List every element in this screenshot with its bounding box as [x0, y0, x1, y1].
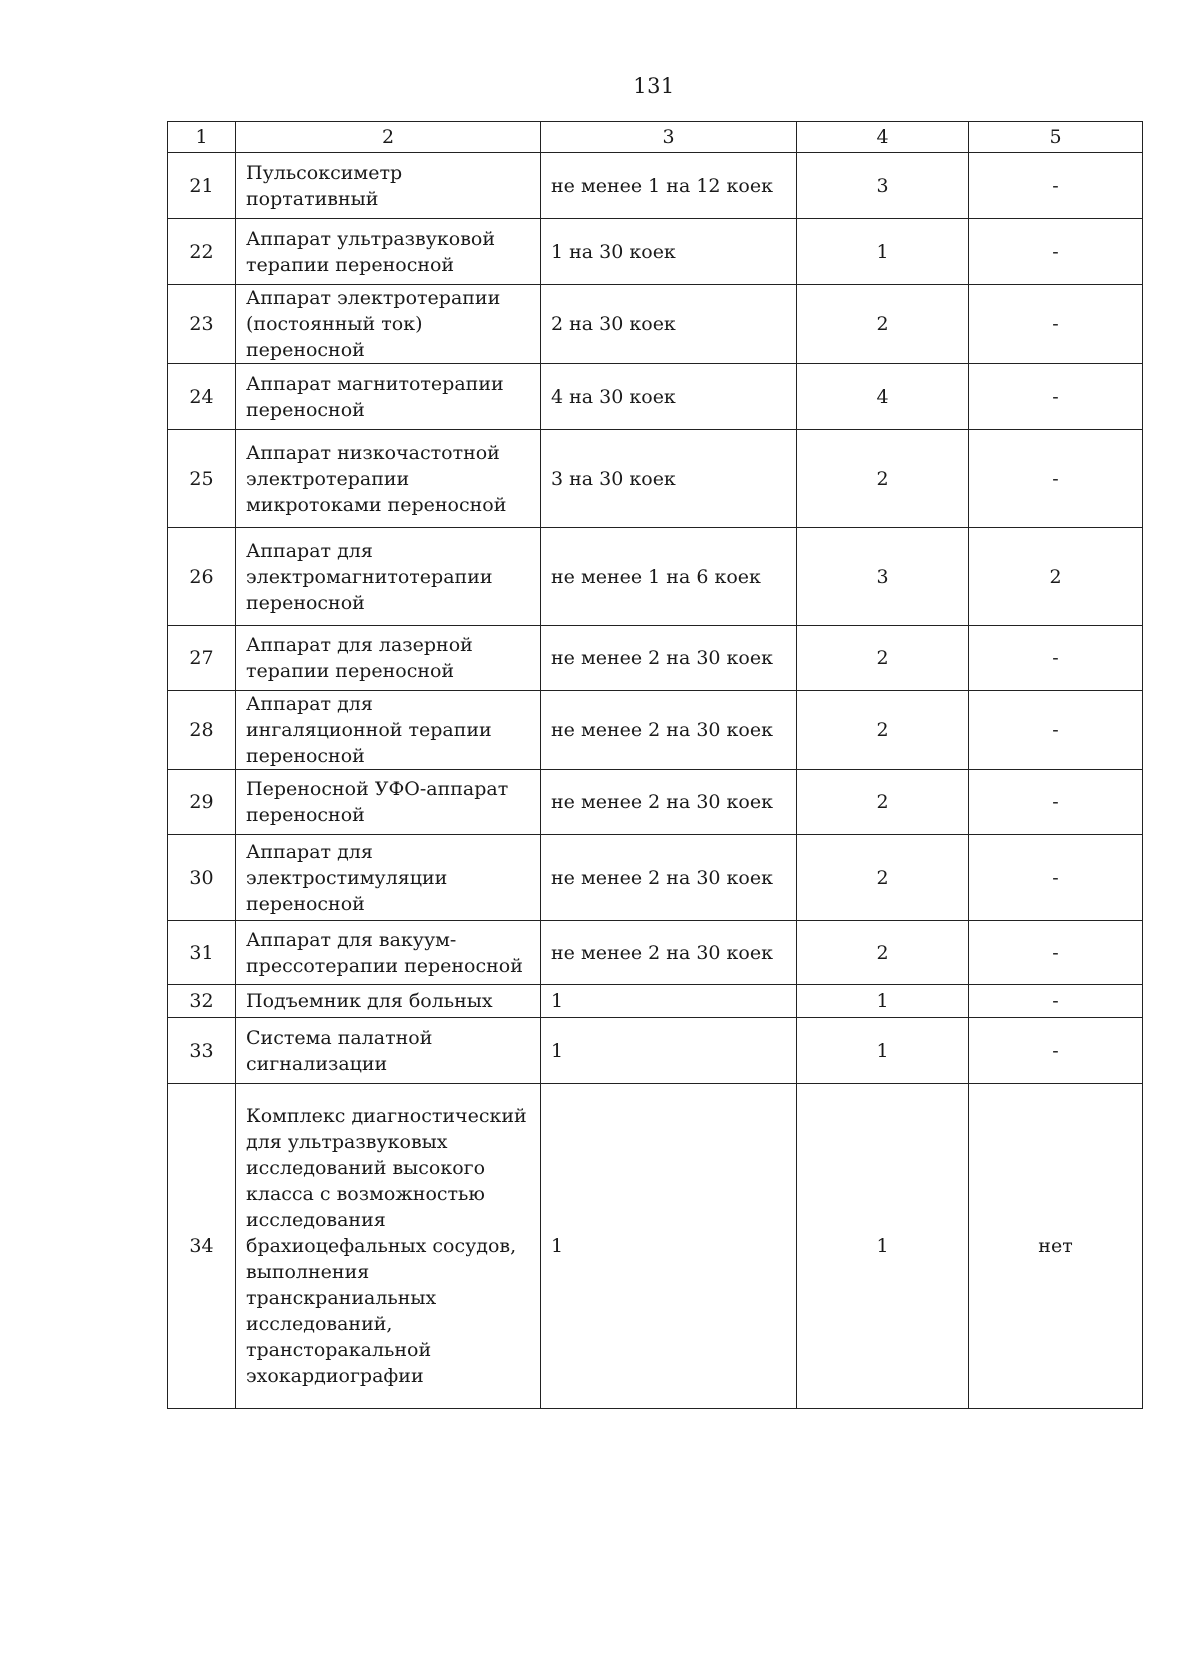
page-number: 131 [633, 74, 675, 98]
equipment-quantity: 3 [797, 153, 969, 219]
column-header: 3 [541, 122, 797, 153]
equipment-name: Аппарат магнитотерапии переносной [236, 364, 541, 430]
equipment-norm: не менее 2 на 30 коек [541, 835, 797, 921]
equipment-norm: не менее 2 на 30 коек [541, 691, 797, 770]
equipment-norm: 1 на 30 коек [541, 219, 797, 285]
equipment-quantity: 2 [797, 626, 969, 691]
row-number: 26 [168, 528, 236, 626]
equipment-norm: 1 [541, 1018, 797, 1084]
equipment-extra: нет [969, 1084, 1143, 1409]
equipment-extra: - [969, 1018, 1143, 1084]
equipment-name: Аппарат для лазерной терапии переносной [236, 626, 541, 691]
equipment-norm: не менее 2 на 30 коек [541, 921, 797, 985]
equipment-extra: - [969, 921, 1143, 985]
table-row [168, 691, 1143, 770]
row-number: 32 [168, 985, 236, 1018]
equipment-name: Аппарат для электростимуляции переносной [236, 835, 541, 921]
equipment-norm: не менее 2 на 30 коек [541, 626, 797, 691]
equipment-name: Аппарат ультразвуковой терапии переносной [236, 219, 541, 285]
equipment-extra: - [969, 153, 1143, 219]
equipment-quantity: 1 [797, 1084, 969, 1409]
column-header: 2 [236, 122, 541, 153]
equipment-norm: не менее 1 на 12 коек [541, 153, 797, 219]
equipment-quantity: 1 [797, 985, 969, 1018]
equipment-name: Подъемник для больных [236, 985, 541, 1018]
row-number: 27 [168, 626, 236, 691]
equipment-extra: - [969, 691, 1143, 770]
equipment-norm: 2 на 30 коек [541, 285, 797, 364]
equipment-name: Аппарат для вакуум-прессотерапии переносной [236, 921, 541, 985]
column-header: 5 [969, 122, 1143, 153]
table-header-row [168, 122, 1143, 153]
table-row [168, 430, 1143, 528]
table-row [168, 153, 1143, 219]
equipment-table [167, 121, 1143, 1409]
equipment-quantity: 3 [797, 528, 969, 626]
equipment-quantity: 2 [797, 921, 969, 985]
equipment-name: Аппарат для электромагнитотерапии переносной [236, 528, 541, 626]
row-number: 33 [168, 1018, 236, 1084]
table-row [168, 219, 1143, 285]
equipment-norm: 4 на 30 коек [541, 364, 797, 430]
table-row [168, 285, 1143, 364]
equipment-name: Переносной УФО-аппарат переносной [236, 770, 541, 835]
equipment-quantity: 2 [797, 691, 969, 770]
equipment-quantity: 1 [797, 219, 969, 285]
equipment-name: Аппарат электротерапии (постоянный ток) переносной [236, 285, 541, 364]
column-header: 1 [168, 122, 236, 153]
equipment-extra: - [969, 770, 1143, 835]
equipment-norm: не менее 1 на 6 коек [541, 528, 797, 626]
row-number: 31 [168, 921, 236, 985]
table-row [168, 626, 1143, 691]
equipment-quantity: 2 [797, 285, 969, 364]
table-row [168, 528, 1143, 626]
row-number: 23 [168, 285, 236, 364]
equipment-extra: - [969, 285, 1143, 364]
row-number: 25 [168, 430, 236, 528]
equipment-extra: - [969, 364, 1143, 430]
equipment-quantity: 2 [797, 770, 969, 835]
equipment-name: Аппарат низкочастотной электротерапии микротоками переносной [236, 430, 541, 528]
column-header: 4 [797, 122, 969, 153]
row-number: 28 [168, 691, 236, 770]
equipment-extra: - [969, 219, 1143, 285]
row-number: 22 [168, 219, 236, 285]
equipment-extra: - [969, 430, 1143, 528]
equipment-quantity: 1 [797, 1018, 969, 1084]
equipment-name: Система палатной сигнализации [236, 1018, 541, 1084]
table-row [168, 1018, 1143, 1084]
equipment-extra: - [969, 985, 1143, 1018]
row-number: 30 [168, 835, 236, 921]
table-row [168, 1084, 1143, 1409]
equipment-quantity: 2 [797, 835, 969, 921]
table-row [168, 985, 1143, 1018]
row-number: 24 [168, 364, 236, 430]
table-row [168, 835, 1143, 921]
equipment-extra: - [969, 835, 1143, 921]
equipment-name: Аппарат для ингаляционной терапии переносной [236, 691, 541, 770]
row-number: 29 [168, 770, 236, 835]
table-row [168, 364, 1143, 430]
table-row [168, 921, 1143, 985]
equipment-quantity: 2 [797, 430, 969, 528]
row-number: 21 [168, 153, 236, 219]
equipment-extra: - [969, 626, 1143, 691]
equipment-name: Комплекс диагностический для ультразвуковых исследований высокого класса с возможностью исследования брахиоцефальных сосудов, выполнения транскраниальных исследований, трансторакальной эхокардиографии [236, 1084, 541, 1409]
row-number: 34 [168, 1084, 236, 1409]
equipment-quantity: 4 [797, 364, 969, 430]
table-row [168, 770, 1143, 835]
equipment-name: Пульсоксиметр портативный [236, 153, 541, 219]
equipment-norm: 3 на 30 коек [541, 430, 797, 528]
equipment-norm: не менее 2 на 30 коек [541, 770, 797, 835]
equipment-norm: 1 [541, 1084, 797, 1409]
equipment-norm: 1 [541, 985, 797, 1018]
equipment-extra: 2 [969, 528, 1143, 626]
